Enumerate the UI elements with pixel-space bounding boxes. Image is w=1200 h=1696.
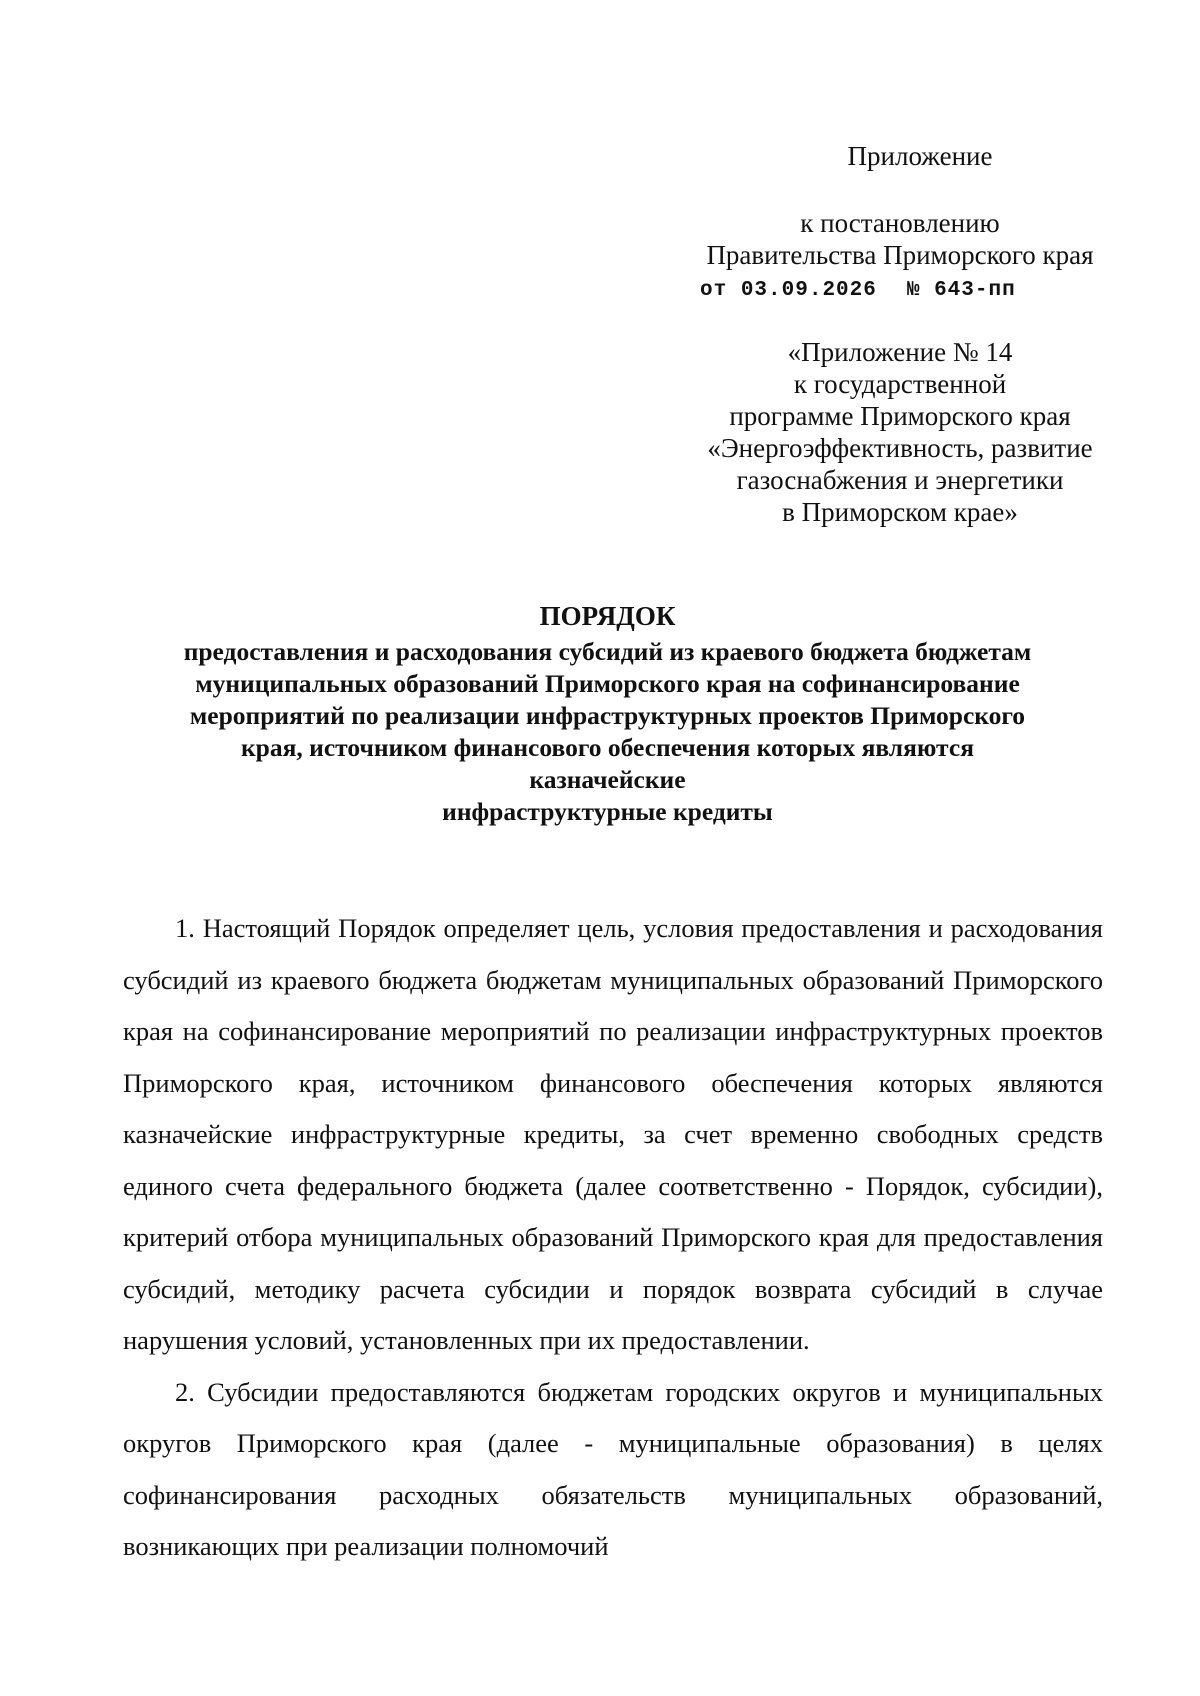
title-line: края, источником финансового обеспечения которых являются <box>240 733 974 762</box>
decree-reference-line: к постановлению <box>800 208 1000 238</box>
registration-number: № 643-пп <box>906 279 1016 302</box>
program-appendix-line: программе Приморского края <box>729 401 1071 431</box>
title-line: предоставления и расходования субсидий из краевого бюджета бюджетам <box>183 637 1032 666</box>
program-appendix-line: к государственной <box>793 369 1007 399</box>
decree-reference <box>690 207 1110 271</box>
appendix-label: Приложение <box>847 141 993 171</box>
program-appendix-reference <box>690 336 1110 528</box>
registration-stamp <box>700 279 1016 302</box>
document-body <box>123 903 1103 1573</box>
title-heading: ПОРЯДОК <box>539 601 676 631</box>
title-line: муниципальных образований Приморского края на софинансирование <box>195 669 1020 698</box>
registration-date-prefix: от <box>700 279 728 302</box>
title-line: инфраструктурные кредиты <box>442 797 773 826</box>
registration-date: 03.09.2026 <box>740 279 877 302</box>
paragraph-2: 2. Субсидии предоставляются бюджетам городских округов и муниципальных округов Приморского края (далее - муниципальные образования) в целях софинансирования расходных обязательств муниципальных образований, возникающих при реализации полномочий <box>123 1376 1103 1561</box>
title-line: казначейские <box>529 765 686 794</box>
program-appendix-line: в Приморском крае» <box>782 497 1018 527</box>
decree-reference-line: Правительства Приморского края <box>706 240 1094 270</box>
document-title <box>120 600 1095 828</box>
program-appendix-line: «Приложение № 14 <box>787 337 1013 367</box>
program-appendix-line: газоснабжения и энергетики <box>736 465 1064 495</box>
program-appendix-line: «Энергоэффективность, развитие <box>707 433 1093 463</box>
title-line: мероприятий по реализации инфраструктурных проектов Приморского <box>189 701 1026 730</box>
paragraph-1: 1. Настоящий Порядок определяет цель, условия предоставления и расходования субсидий из краевого бюджета бюджетам муниципальных образований Приморского края на софинансирование мероприятий по реализации инфраструктурных проектов Приморского края, источником финансового обеспечения которых являются казначейские инфраструктурные кредиты, за счет временно свободных средств единого счета федерального бюджета (далее соответственно - Порядок, субсидии), критерий отбора муниципальных образований Приморского края для предоставления субсидий, методику расчета субсидии и порядок возврата субсидий в случае нарушения условий, установленных при их предоставлении. <box>123 913 1103 1355</box>
